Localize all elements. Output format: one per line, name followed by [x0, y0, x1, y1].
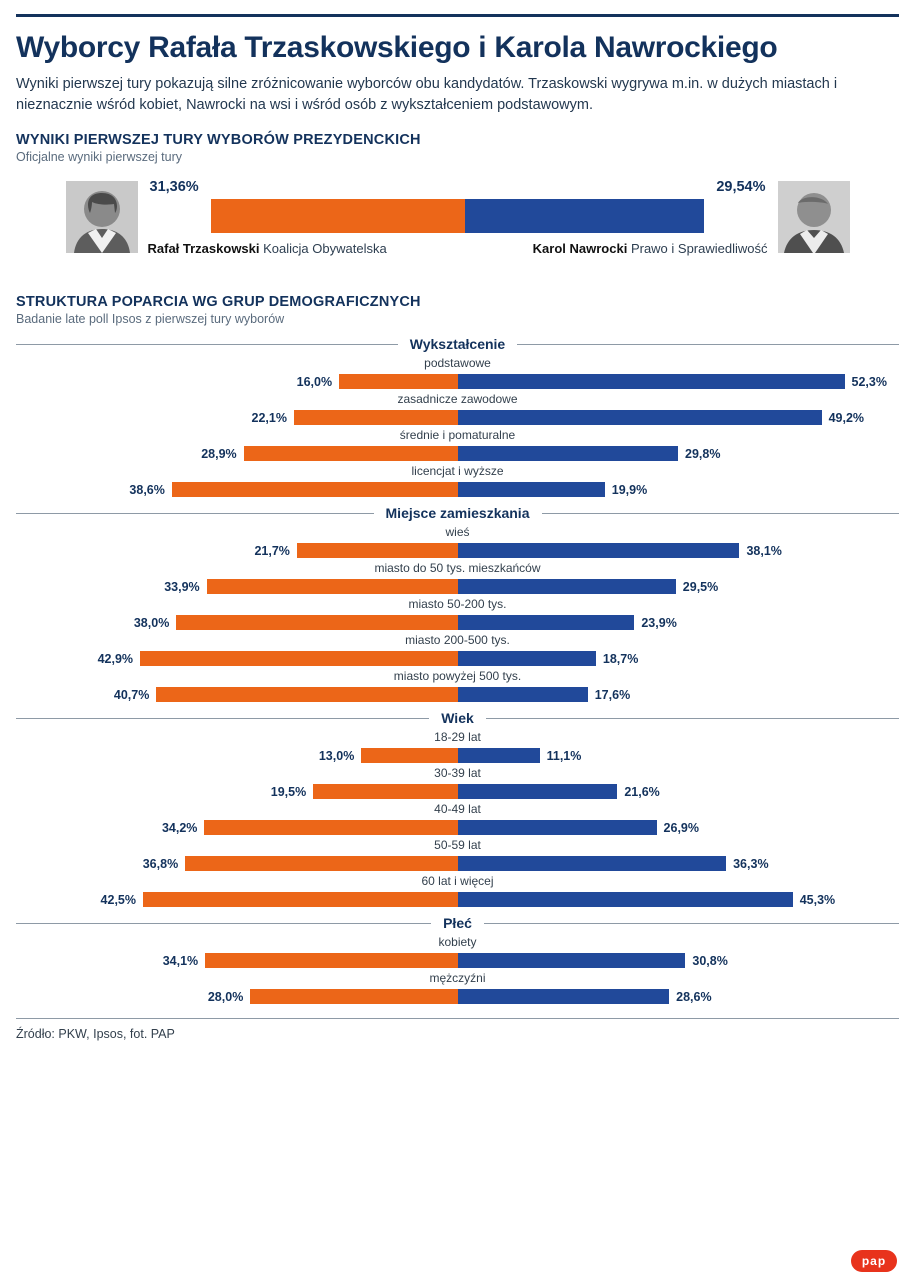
chart-row-right-half: [458, 446, 900, 461]
chart-row-left-value: 33,9%: [164, 579, 200, 594]
chart-row-left-bar: [204, 820, 457, 835]
demographics-section-subtitle: Badanie late poll Ipsos z pierwszej tury wyborów: [16, 312, 285, 327]
chart-row-right-value: 36,3%: [733, 856, 769, 871]
chart-row-bars: [16, 480, 899, 499]
chart-row-right-bar: [458, 989, 670, 1004]
chart-row-right-half: [458, 410, 900, 425]
chart-row-label: mężczyźni: [429, 971, 486, 986]
chart-row-left-half: [16, 446, 458, 461]
chart-row-left-value: 22,1%: [251, 410, 287, 425]
chart-row-right-value: 19,9%: [611, 482, 648, 497]
chart-row-left-value: 13,0%: [318, 748, 355, 763]
chart-row-right-value: 28,6%: [676, 989, 712, 1004]
chart-row-label: zasadnicze zawodowe: [397, 392, 518, 407]
chart-row-right-half: [458, 651, 900, 666]
chart-row-left-value: 42,9%: [97, 651, 134, 666]
chart-row-label: 30-39 lat: [434, 766, 481, 781]
chart-row-left-half: [16, 953, 458, 968]
chart-row-bars: [16, 408, 899, 427]
chart-row-right-bar: [458, 856, 727, 871]
first-round-right-name: Karol Nawrocki: [532, 240, 628, 256]
chart-row-right-bar: [458, 410, 822, 425]
page-lede: Wyniki pierwszej tury pokazują silne zróżnicowanie wyborców obu kandydatów. Trzaskowski wygrywa m.in. w dużych miastach i nieznacznie wśród kobiet, Nawrocki na wsi i wśród osób z wykształceniem podstawowym.: [16, 76, 838, 114]
chart-row-left-bar: [143, 892, 458, 907]
group-rule-right: [542, 513, 900, 514]
chart-row-left-half: [16, 856, 458, 871]
chart-row-right-value: 17,6%: [594, 687, 631, 702]
first-round-left-party: Koalicja Obywatelska: [263, 240, 387, 256]
chart-row-right-half: [458, 820, 900, 835]
chart-row: [16, 730, 899, 765]
chart-row-left-bar: [313, 784, 457, 799]
chart-row-left-bar: [172, 482, 458, 497]
group-rule-right: [486, 718, 899, 719]
chart-row-left-bar: [156, 687, 457, 702]
chart-row-bars: [16, 987, 899, 1006]
chart-row-left-bar: [294, 410, 458, 425]
first-round-bar-wrap: [138, 179, 778, 256]
chart-row-left-half: [16, 748, 458, 763]
chart-row-right-bar: [458, 687, 588, 702]
chart-row: [16, 633, 899, 668]
chart-row-right-bar: [458, 820, 657, 835]
chart-row-left-half: [16, 410, 458, 425]
chart-row: [16, 561, 899, 596]
chart-row: [16, 971, 899, 1006]
chart-row-bars: [16, 890, 899, 909]
chart-row-right-value: 21,6%: [624, 784, 660, 799]
chart-row-left-value: 34,1%: [162, 953, 199, 968]
chart-row-right-half: [458, 374, 900, 389]
chart-row-label: wieś: [445, 525, 470, 540]
demographic-group: [16, 915, 899, 1006]
chart-row-right-half: [458, 482, 900, 497]
footer-divider: [16, 1018, 899, 1019]
chart-row-bars: [16, 649, 899, 668]
chart-row-right-value: 11,1%: [546, 748, 582, 763]
group-title: Płeć: [443, 915, 472, 932]
chart-row-left-half: [16, 543, 458, 558]
chart-row-left-bar: [361, 748, 457, 763]
chart-row-left-value: 19,5%: [270, 784, 307, 799]
chart-row-right-value: 18,7%: [602, 651, 639, 666]
chart-row-label: 40-49 lat: [434, 802, 481, 817]
group-title: Wiek: [441, 710, 474, 727]
chart-row-right-half: [458, 615, 900, 630]
chart-row-right-bar: [458, 579, 676, 594]
chart-row-label: średnie i pomaturalne: [399, 428, 516, 443]
chart-row-right-bar: [458, 784, 618, 799]
chart-row-left-half: [16, 651, 458, 666]
chart-row-right-half: [458, 687, 900, 702]
chart-row: [16, 428, 899, 463]
group-rule-right: [484, 923, 899, 924]
chart-row-right-half: [458, 784, 900, 799]
chart-row-left-half: [16, 820, 458, 835]
chart-row-left-value: 34,2%: [161, 820, 198, 835]
chart-row-right-bar: [458, 543, 740, 558]
source-note: Źródło: PKW, Ipsos, fot. PAP: [16, 1027, 175, 1042]
chart-row-bars: [16, 577, 899, 596]
chart-row-right-value: 52,3%: [851, 374, 887, 389]
first-round-left-candidate: [148, 241, 387, 256]
chart-row-bars: [16, 854, 899, 873]
chart-row-left-half: [16, 579, 458, 594]
chart-row-left-bar: [185, 856, 457, 871]
chart-row-right-half: [458, 748, 900, 763]
chart-row: [16, 935, 899, 970]
first-round-section-title: WYNIKI PIERWSZEJ TURY WYBORÓW PREZYDENCKICH: [16, 132, 421, 149]
chart-row: [16, 525, 899, 560]
chart-row-right-bar: [458, 482, 605, 497]
chart-row: [16, 597, 899, 632]
chart-row-right-half: [458, 579, 900, 594]
first-round-chart: [16, 174, 899, 294]
chart-row-left-half: [16, 892, 458, 907]
group-rule-left: [16, 923, 431, 924]
chart-row-bars: [16, 782, 899, 801]
chart-row-left-value: 16,0%: [296, 374, 333, 389]
chart-row: [16, 802, 899, 837]
first-round-bar-right: [465, 199, 704, 233]
chart-row-label: licencjat i wyższe: [411, 464, 504, 479]
group-title: Wykształcenie: [409, 336, 506, 353]
chart-row-right-value: 49,2%: [828, 410, 865, 425]
chart-row-right-value: 30,8%: [692, 953, 728, 968]
chart-row-right-bar: [458, 748, 540, 763]
chart-row-bars: [16, 685, 899, 704]
demographics-section-title: STRUKTURA POPARCIA WG GRUP DEMOGRAFICZNYCH: [16, 294, 421, 311]
chart-row-left-value: 28,0%: [207, 989, 244, 1004]
chart-row-left-half: [16, 989, 458, 1004]
chart-row-right-bar: [458, 953, 686, 968]
chart-row-left-bar: [140, 651, 457, 666]
chart-row-label: 60 lat i więcej: [421, 874, 494, 889]
chart-row-bars: [16, 951, 899, 970]
chart-row-label: 50-59 lat: [434, 838, 481, 853]
chart-row-left-bar: [207, 579, 458, 594]
chart-row-label: 18-29 lat: [434, 730, 481, 745]
pap-logo: pap: [851, 1250, 897, 1272]
chart-row: [16, 838, 899, 873]
first-round-right-party: Prawo i Sprawiedliwość: [630, 240, 768, 256]
chart-row-right-value: 26,9%: [663, 820, 699, 835]
chart-row-right-value: 23,9%: [641, 615, 677, 630]
chart-row-right-bar: [458, 892, 793, 907]
chart-row-right-half: [458, 543, 900, 558]
chart-row-bars: [16, 541, 899, 560]
chart-row-left-half: [16, 687, 458, 702]
chart-row-right-bar: [458, 651, 596, 666]
group-header: [16, 915, 899, 931]
chart-row-label: miasto do 50 tys. mieszkańców: [374, 561, 541, 576]
chart-row-right-value: 29,8%: [685, 446, 721, 461]
chart-row: [16, 356, 899, 391]
infographic-page: [0, 14, 915, 1286]
group-rule-left: [16, 344, 398, 345]
chart-row-label: miasto powyżej 500 tys.: [393, 669, 522, 684]
first-round-left-value: 31,36%: [149, 178, 199, 195]
group-title: Miejsce zamieszkania: [385, 505, 530, 522]
chart-row-label: miasto 200-500 tys.: [405, 633, 510, 648]
chart-row-bars: [16, 746, 899, 765]
group-header: [16, 505, 899, 521]
group-rule-left: [16, 513, 374, 514]
chart-row-left-half: [16, 784, 458, 799]
chart-row-left-value: 21,7%: [254, 543, 290, 558]
chart-row-right-value: 38,1%: [746, 543, 782, 558]
chart-row-left-value: 36,8%: [142, 856, 179, 871]
portrait-nawrocki: [778, 181, 850, 253]
group-header: [16, 336, 899, 352]
chart-row-right-bar: [458, 446, 679, 461]
chart-row-bars: [16, 372, 899, 391]
chart-row-left-value: 28,9%: [201, 446, 237, 461]
group-rule-left: [16, 718, 429, 719]
chart-row-right-half: [458, 989, 900, 1004]
chart-row: [16, 392, 899, 427]
chart-row-left-bar: [205, 953, 457, 968]
first-round-section-subtitle: Oficjalne wyniki pierwszej tury: [16, 150, 183, 165]
chart-row-label: kobiety: [438, 935, 477, 950]
chart-row-left-value: 38,6%: [129, 482, 165, 497]
first-round-bar-left: [211, 199, 465, 233]
chart-row-right-value: 45,3%: [799, 892, 836, 907]
demographics-groups: [16, 336, 899, 1006]
chart-row-right-half: [458, 892, 900, 907]
chart-row-left-bar: [339, 374, 457, 389]
chart-row-label: miasto 50-200 tys.: [408, 597, 507, 612]
chart-row: [16, 669, 899, 704]
chart-row-bars: [16, 613, 899, 632]
chart-row-left-bar: [244, 446, 458, 461]
chart-row: [16, 464, 899, 499]
chart-row-label: podstawowe: [424, 356, 491, 371]
chart-row-left-bar: [176, 615, 457, 630]
chart-row-bars: [16, 818, 899, 837]
chart-row-left-value: 38,0%: [133, 615, 170, 630]
chart-row-left-half: [16, 374, 458, 389]
page-title: Wyborcy Rafała Trzaskowskiego i Karola Nawrockiego: [16, 31, 778, 64]
first-round-right-value: 29,54%: [716, 178, 766, 195]
chart-row-right-bar: [458, 374, 845, 389]
chart-row-left-bar: [297, 543, 458, 558]
chart-row-right-half: [458, 953, 900, 968]
chart-row-bars: [16, 444, 899, 463]
top-divider: [16, 14, 899, 17]
chart-row-right-value: 29,5%: [682, 579, 719, 594]
chart-row-left-value: 40,7%: [113, 687, 150, 702]
chart-row-left-bar: [250, 989, 457, 1004]
chart-row-right-half: [458, 856, 900, 871]
chart-row: [16, 874, 899, 909]
group-header: [16, 710, 899, 726]
chart-row-left-value: 42,5%: [100, 892, 136, 907]
chart-row-left-half: [16, 615, 458, 630]
chart-row: [16, 766, 899, 801]
demographic-group: [16, 336, 899, 499]
group-rule-right: [517, 344, 899, 345]
first-round-right-candidate: [533, 241, 768, 256]
chart-row-right-bar: [458, 615, 635, 630]
first-round-left-name: Rafał Trzaskowski: [147, 240, 260, 256]
demographic-group: [16, 710, 899, 909]
demographic-group: [16, 505, 899, 704]
portrait-trzaskowski: [66, 181, 138, 253]
chart-row-left-half: [16, 482, 458, 497]
